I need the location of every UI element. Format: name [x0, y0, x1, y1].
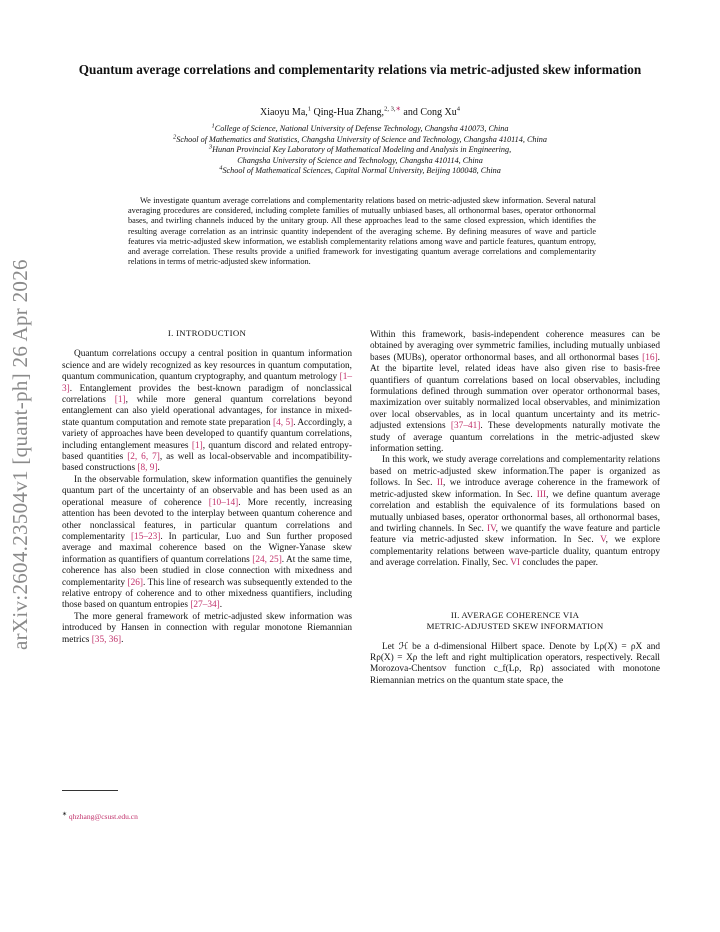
citation-link[interactable]: [10–14] — [208, 497, 239, 508]
author-2: Qing-Hua Zhang, — [313, 107, 385, 118]
citation-link[interactable]: [24, 25] — [252, 554, 282, 565]
corresponding-author-link[interactable]: ∗ — [395, 105, 401, 113]
intro-paragraph-3-cont: Within this framework, basis-independent coherence measures can be obtained by averaging over symmetric families, including mutually unbiased bases (MUBs), operator orthonormal bases, and all orthonormal bases [16]. At the bipartite level, related ideas have also given rise to basis-free quantifiers of quantum correlations based on local observables, including formulations defined through summation over operator orthonormal bases, maximization over suitably normalized local observables, and minimization over local observables, as in local quantum uncertainty and its metric-adjusted extensions [37–41]. These developments naturally motivate the study of average quantum correlations in the metric-adjusted skew information setting. — [370, 330, 660, 455]
arxiv-identifier: arXiv:2604.23504v1 [quant-ph] 26 Apr 2026 — [8, 259, 32, 650]
section-2-paragraph-1: Let ℋ be a d-dimensional Hilbert space. Denote by Lρ(X) = ρX and Rρ(X) = Xρ the left and right multiplication operators, respectively. Recall Morozova-Chentsov function c_f(Lρ, Rρ) associated with monotone Riemannian metrics on the quantum state space, the — [370, 641, 660, 686]
citation-link[interactable]: [1–3] — [62, 372, 352, 394]
author-1: Xiaoyu Ma, — [259, 107, 308, 118]
footnote — [62, 812, 138, 821]
section-1-heading: I. INTRODUCTION — [167, 328, 247, 338]
section-link[interactable]: V — [600, 535, 606, 546]
citation-link[interactable]: [1] — [114, 395, 126, 406]
citation-link[interactable]: [8, 9] — [137, 463, 158, 474]
affiliation-3-cont: Changsha University of Science and Technology, Changsha 410114, China — [237, 155, 483, 165]
intro-paragraph-3: The more general framework of metric-adjusted skew information was introduced by Hansen in connection with regular monotone Riemannian metrics [35, 36]. — [62, 611, 352, 645]
author-1-affil: 1 — [307, 105, 312, 113]
right-column — [370, 330, 660, 687]
citation-link[interactable]: [16] — [642, 352, 658, 363]
author-3: Cong Xu — [420, 107, 457, 118]
author-conjunction: and — [403, 107, 418, 118]
footnote-rule — [62, 790, 118, 791]
abstract — [128, 196, 596, 267]
citation-link[interactable]: [4, 5] — [273, 417, 294, 428]
affiliation-2: $^2$School of Mathematics and Statistics, Changsha University of Science and Technology, Changsha 410114, China — [173, 132, 547, 144]
footnote-mark: ∗ — [62, 811, 68, 818]
affiliation-4: $^4$School of Mathematical Sciences, Capital Normal University, Beijing 100048, China — [219, 164, 501, 175]
citation-link[interactable]: [27–34] — [190, 600, 220, 611]
author-3-affil: 4 — [456, 105, 460, 113]
citation-link[interactable]: [35, 36] — [91, 634, 122, 645]
paper-title: Quantum average correlations and complementarity relations via metric-adjusted skew information — [78, 62, 642, 77]
section-link[interactable]: IV — [487, 523, 496, 534]
citation-link[interactable]: [37–41] — [450, 421, 481, 432]
affiliation-3: $^3$Hunan Provincial Key Laboratory of Mathematical Modeling and Analysis in Engineering, — [208, 143, 512, 154]
intro-paragraph-4: In this work, we study average correlations and complementarity relations based on metric-adjusted skew information.The paper is organized as follows. In Sec. II, we introduce average coherence in the framework of metric-adjusted skew information. In Sec. III, we define quantum average correlation and establish the equivalence of its formulations based on mutually unbiased bases, operator orthonormal bases, all orthonormal bases, and twirling channels. In Sec. IV, we quantify the wave feature and particle feature via metric-adjusted skew information. In Sec. V, we explore complementarity relations between wave-particle duality, quantum entropy and average correlation. Finally, Sec. VI concludes the paper. — [370, 455, 661, 569]
section-link[interactable]: II — [436, 478, 444, 489]
citation-link[interactable]: [2, 6, 7] — [127, 452, 160, 463]
citation-link[interactable]: [15–23] — [130, 531, 161, 542]
citation-link[interactable]: [26] — [127, 577, 143, 588]
section-link[interactable]: III — [536, 489, 547, 500]
author-list — [70, 107, 650, 118]
author-2-affil: 2, 3, — [384, 105, 396, 113]
intro-paragraph-2: In the observable formulation, skew information quantifies the genuinely quantum part of the uncertainty of an observable and has been used as an operational measure of coherence [10–14]. More recently, increasing attention has been devoted to the interplay between quantum coherence and other nonclassical features, in particular quantum correlations and complementarity [15–23]. In particular, Luo and Sun further proposed average and maximal coherence based on the Wigner-Yanase skew information as quantifiers of quantum correlations [24, 25]. At the same time, coherence has also been studied in close connection with mixedness and complementarity [26]. This line of research was subsequently extended to the relative entropy of coherence and to other mixedness quantifiers, including those based on quantum entropies [27–34]. — [62, 474, 352, 611]
left-column — [62, 328, 352, 646]
abstract-text: We investigate quantum average correlations and complementarity relations based on metric-adjusted skew information. Several natural averaging procedures are considered, including complete families of mutually unbiased bases, all orthonormal bases, operator orthonormal bases, and twirling channels induced by the unitary group. All these approaches lead to the same closed expression, which identifies the resulting average correlation as an intrinsic quantity independent of the averaging scheme. By defining measures of wave and particle features via metric-adjusted skew information, we establish complementarity relations among wave and particle features, quantum entropy, and average correlation. These results provide a unified framework for investigating quantum average correlations and complementarity relations in terms of metric-adjusted skew information. — [128, 196, 596, 267]
intro-paragraph-1: Quantum correlations occupy a central position in quantum information science and are widely recognized as key resources in quantum computation, quantum communication, quantum cryptography, and quantum metrology [1–3]. Entanglement provides the best-known paradigm of nonclassical correlations [1], while more general quantum correlations beyond entanglement can also yield operational advantages, for instance in mixed-state quantum computation and remote state preparation [4, 5]. Accordingly, a variety of approaches have been developed to quantify quantum correlations, including entanglement measures [1], quantum discord and related entropy-based quantities [2, 6, 7], as well as local-observable and incompatibility-based constructions [8, 9]. — [62, 349, 353, 474]
citation-link[interactable]: [1] — [191, 440, 203, 451]
affiliations — [70, 124, 650, 177]
email-link[interactable]: qhzhang@csust.edu.cn — [68, 812, 138, 821]
affiliation-1: $^1$College of Science, National University of Defense Technology, Changsha 410073, China — [211, 122, 509, 133]
section-link[interactable]: VI — [510, 558, 520, 569]
section-2-heading: II. AVERAGE COHERENCE VIA METRIC-ADJUSTED SKEW INFORMATION — [426, 609, 604, 631]
